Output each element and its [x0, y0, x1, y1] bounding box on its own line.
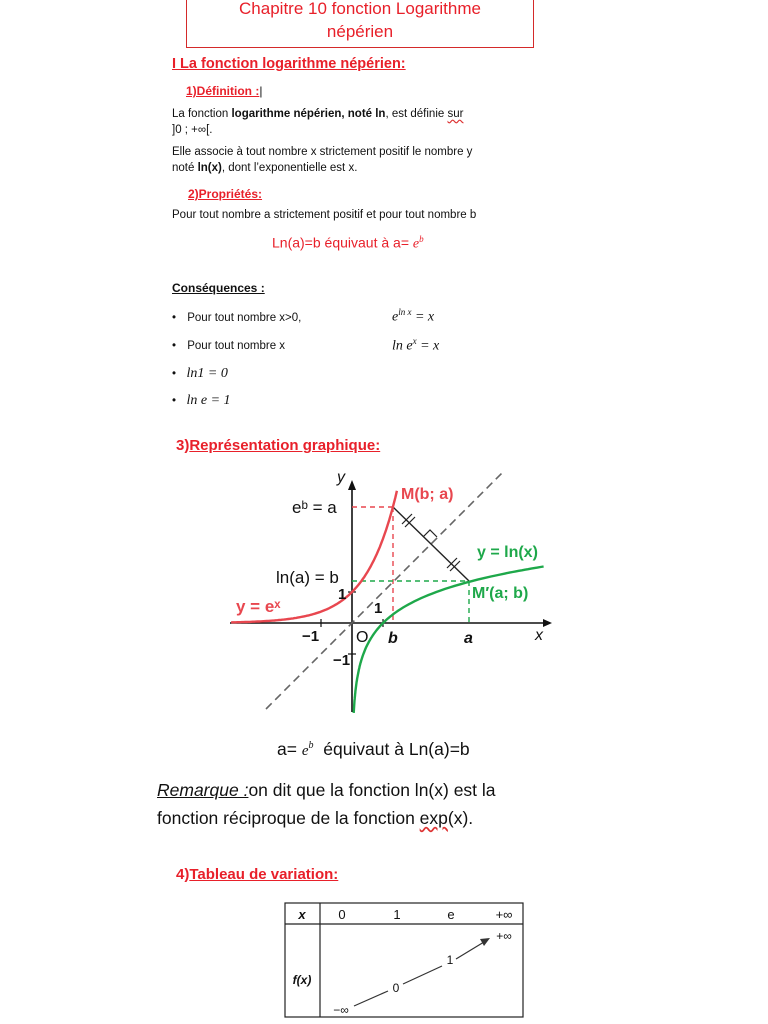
equiv2-e: e: [301, 743, 309, 759]
label-origin: O: [356, 629, 369, 646]
tick-mark-2: [405, 517, 415, 527]
label-x-one: 1: [374, 600, 383, 617]
math-sup: x: [412, 336, 417, 346]
equivalence-2: [277, 739, 470, 760]
tick-mark-3: [447, 558, 457, 568]
math-base: ln e: [392, 338, 413, 354]
remark-line2: [157, 804, 496, 832]
properties-equiv-e: e: [412, 236, 420, 252]
consequence-item-1-text: Pour tout nombre x>0,: [187, 312, 302, 324]
graph-heading-num: 3): [176, 437, 190, 454]
label-y-equals-exp: y = eˣ: [236, 597, 281, 616]
consequences-heading: Conséquences :: [172, 281, 265, 295]
variation-table: [284, 902, 526, 1020]
definition-line4-bold: ln(x): [197, 162, 222, 174]
bullet-icon: •: [172, 395, 177, 407]
definition-line1-bold: logarithme népérien, noté ln: [231, 108, 386, 120]
section-heading: I La fonction logarithme népérien:: [172, 56, 406, 72]
remark-line2-post: (x).: [447, 808, 474, 828]
remark-line1-rest: on dit que la fonction ln(x) est la: [248, 780, 496, 800]
table-f-value-3: +∞: [496, 929, 512, 943]
y-axis-arrow-icon: [348, 480, 356, 490]
remark-line2-pre: fonction réciproque de la fonction: [157, 808, 420, 828]
variation-heading-text: Tableau de variation:: [189, 866, 339, 883]
label-eb-equals-a: eᵇ = a: [292, 498, 337, 517]
properties-heading: [188, 187, 262, 201]
definition-line4-post: , dont l’exponentielle est x.: [221, 162, 358, 174]
variation-heading: [176, 866, 338, 883]
consequence-item-2: [172, 340, 285, 352]
table-border: [285, 903, 523, 1017]
label-point-mprime: M′(a; b): [472, 585, 529, 602]
consequence-item-3: [172, 364, 228, 382]
consequence-item-3-math: ln1 = 0: [186, 366, 228, 381]
table-f-value-1: 0: [392, 981, 400, 995]
definition-heading: 1)Définition :|: [186, 84, 263, 98]
math-base: e: [392, 309, 399, 325]
table-x-value-3: +∞: [495, 907, 513, 922]
label-a-tick: a: [464, 630, 473, 647]
remark-paragraph: [157, 776, 496, 832]
graph-heading: [176, 437, 380, 454]
equiv2-sup: b: [308, 740, 314, 752]
equiv2-pre: a=: [277, 739, 302, 759]
consequence-item-1-math: [392, 307, 434, 326]
consequence-item-2-text: Pour tout nombre x: [187, 340, 286, 352]
definition-line1-post: , est définie: [385, 108, 448, 120]
remark-line1: [157, 776, 496, 804]
chapter-title-line2: népérien: [326, 22, 394, 41]
table-f-value-0: −∞: [333, 1003, 349, 1017]
consequence-item-4-math: ln e = 1: [186, 393, 231, 408]
label-y-equals-ln: y = ln(x): [477, 544, 538, 561]
x-axis-label: x: [535, 627, 543, 644]
math-rest: = x: [416, 338, 440, 354]
remark-line2-exp: exp: [419, 808, 448, 828]
graph-heading-text: Représentation graphique:: [189, 437, 381, 454]
table-x-value-2: e: [447, 907, 455, 922]
definition-line4: [172, 160, 732, 176]
bullet-icon: •: [172, 368, 177, 380]
right-angle-marker: [423, 530, 437, 537]
table-f-label: f(x): [292, 973, 312, 987]
remark-label: Remarque :: [157, 780, 249, 800]
properties-line1: Pour tout nombre a strictement positif et pour tout nombre b: [172, 209, 477, 221]
definition-line1: [172, 106, 732, 122]
math-rest: = x: [411, 309, 435, 325]
chapter-title-line1: Chapitre 10 fonction Logarithme: [239, 0, 481, 18]
definition-paragraph: [172, 106, 732, 176]
label-point-m: M(b; a): [401, 486, 454, 503]
tick-mark-1: [402, 514, 412, 524]
consequence-item-2-math: [392, 336, 439, 355]
equiv2-post: équivaut à Ln(a)=b: [313, 739, 470, 759]
label-y-one: 1: [338, 586, 347, 603]
table-f-value-2: 1: [446, 953, 454, 967]
properties-equiv-sup: b: [419, 234, 424, 244]
properties-equivalence: [272, 234, 424, 253]
table-x-label: x: [298, 907, 306, 922]
tick-mark-4: [450, 561, 460, 571]
bullet-icon: •: [172, 340, 177, 352]
chapter-title-box: [186, 0, 534, 48]
y-axis-label: y: [337, 469, 345, 486]
label-x-minus-one: −1: [302, 628, 320, 645]
consequence-item-4: [172, 391, 231, 409]
consequence-item-1: [172, 312, 301, 324]
math-sup: ln x: [398, 307, 412, 317]
definition-line1-end: sur: [447, 108, 464, 120]
table-x-value-0: 0: [338, 907, 346, 922]
definition-line3: Elle associe à tout nombre x strictement positif le nombre y: [172, 146, 473, 158]
bullet-icon: •: [172, 312, 177, 324]
log-exp-graph: [226, 462, 556, 720]
definition-line2: ]0 ; +∞[.: [172, 124, 213, 136]
definition-heading-text: 1)Définition :: [186, 84, 260, 98]
label-ln-a-equals-b: ln(a) = b: [276, 568, 339, 587]
definition-line1-pre: La fonction: [172, 108, 232, 120]
x-axis-arrow-icon: [543, 619, 552, 627]
definition-line4-pre: noté: [172, 162, 198, 174]
properties-heading-text: 2)Propriétés:: [188, 187, 263, 201]
table-x-value-1: 1: [393, 907, 401, 922]
label-b-tick: b: [388, 630, 398, 647]
variation-heading-num: 4): [176, 866, 190, 883]
label-y-minus-one: −1: [333, 652, 351, 669]
properties-equiv-pre: Ln(a)=b équivaut à a=: [272, 234, 413, 251]
